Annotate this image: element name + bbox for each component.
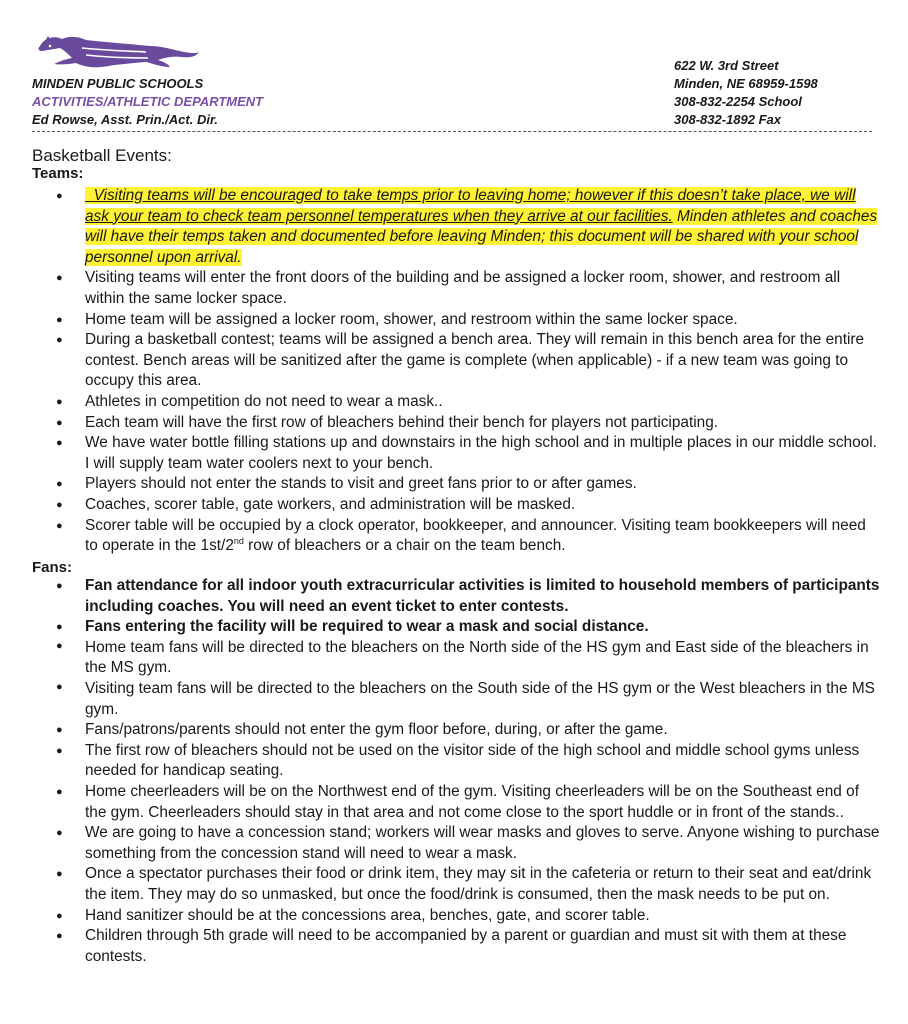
list-item: ● Visiting team fans will be directed to the bleachers on the South side of the HS gym or the West bleachers in the MS gym. xyxy=(30,679,880,720)
list-item: ● Fans/patrons/parents should not enter the gym floor before, during, or after the game. xyxy=(30,720,880,741)
list-item: ● Fan attendance for all indoor youth extracurricular activities is limited to household members of participants including coaches. You will need an event ticket to enter contests. xyxy=(30,576,880,617)
list-item: ● Children through 5th grade will need to be accompanied by a parent or guardian and must sit with them at these contests. xyxy=(30,926,880,967)
fans-list xyxy=(30,576,880,967)
header-right xyxy=(674,57,818,129)
department-name: ACTIVITIES/ATHLETIC DEPARTMENT xyxy=(32,94,264,109)
list-item: ● Home team will be assigned a locker room, shower, and restroom within the same locker space. xyxy=(30,310,880,331)
list-item: ● Players should not enter the stands to visit and greet fans prior to or after games. xyxy=(30,474,880,495)
list-item: ● Athletes in competition do not need to wear a mask.. xyxy=(30,392,880,413)
list-item: ● Each team will have the first row of bleachers behind their bench for players not participating. xyxy=(30,413,880,434)
list-item: ● The first row of bleachers should not be used on the visitor side of the high school and middle school gyms unless needed for handicap seating. xyxy=(30,741,880,782)
highlighted-text: Minden athletes and coaches will have their temps taken and documented before leaving Minden; this document will be shared with your school personnel upon arrival. xyxy=(85,207,878,266)
header-left xyxy=(32,75,263,129)
header-divider xyxy=(32,131,872,132)
list-item: ● Once a spectator purchases their food or drink item, they may sit in the cafeteria or return to their seat and eat/drink the item. They may do so unmasked, but once the food/drink is consumed, then the mask needs to be put on. xyxy=(30,864,880,905)
greyhound-logo-icon xyxy=(34,30,200,72)
list-item: ● Home team fans will be directed to the bleachers on the North side of the HS gym and East side of the bleachers in the MS gym. xyxy=(30,638,880,679)
list-item: ● Home cheerleaders will be on the Northwest end of the gym. Visiting cheerleaders will be on the Southeast end of the gym. Cheerleaders should stay in that area and not come close to the sport huddle or in front of the stands.. xyxy=(30,782,880,823)
list-item: ● Coaches, scorer table, gate workers, and administration will be masked. xyxy=(30,495,880,516)
list-item: ● Hand sanitizer should be at the concessions area, benches, gate, and scorer table. xyxy=(30,906,880,927)
highlighted-text: Visiting teams will be encouraged to take temps prior to leaving home; however if this doesn’t take place, we will ask your team to check team personnel temperatures when they arrive at our facilities. xyxy=(85,187,856,225)
list-item: ● Fans entering the facility will be required to wear a mask and social distance. xyxy=(30,617,880,638)
teams-heading: Teams: xyxy=(32,165,84,182)
teams-list xyxy=(30,186,880,557)
list-item: ● We have water bottle filling stations up and downstairs in the high school and in multiple places in our middle school. I will supply team water coolers next to your bench. xyxy=(30,433,880,474)
list-item: ● Visiting teams will enter the front doors of the building and be assigned a locker room, shower, and restroom all within the same locker space. xyxy=(30,268,880,309)
list-item: ● We are going to have a concession stand; workers will wear masks and gloves to serve. Anyone wishing to purchase something from the concession stand will need to wear a mask. xyxy=(30,823,880,864)
fans-heading: Fans: xyxy=(32,559,73,576)
director-name: Ed Rowse, Asst. Prin./Act. Dir. xyxy=(32,112,218,127)
list-item: ● Scorer table will be occupied by a clock operator, bookkeeper, and announcer. Visiting team bookkeepers will need to operate in the 1st/2nd row of bleachers or a chair on the team bench. xyxy=(30,516,880,557)
phone-fax: 308-832-1892 Fax xyxy=(674,112,781,127)
list-item: ● During a basketball contest; teams will be assigned a bench area. They will remain in this bench area for the entire contest. Bench areas will be sanitized after the game is complete (when applicable) - if a new team was going to occupy this area. xyxy=(30,330,880,392)
address-line2: Minden, NE 68959-1598 xyxy=(674,76,818,91)
org-name: MINDEN PUBLIC SCHOOLS xyxy=(32,76,204,91)
phone-school: 308-832-2254 School xyxy=(674,94,802,109)
address-line1: 622 W. 3rd Street xyxy=(674,58,779,73)
document-title: Basketball Events: xyxy=(32,146,172,165)
list-item xyxy=(30,186,880,268)
